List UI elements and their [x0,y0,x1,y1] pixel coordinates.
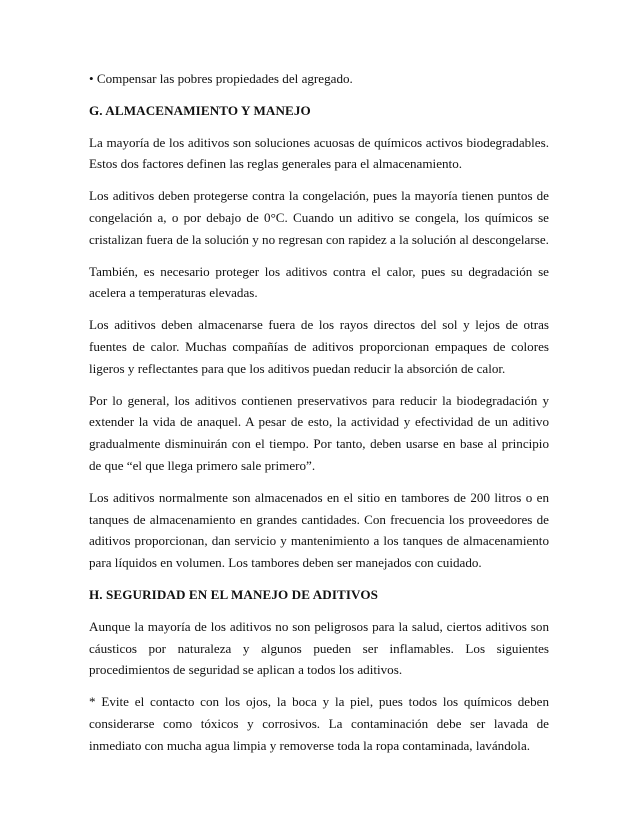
bullet-item: • Compensar las pobres propiedades del agregado. [89,71,353,86]
section-heading-g: G. ALMACENAMIENTO Y MANEJO [89,102,311,118]
paragraph: Los aditivos deben almacenarse fuera de los rayos directos del sol y lejos de otras fuentes de calor. Muchas compañías de aditivos proporcionan empaques de colores ligeros y reflectantes para que los aditivos puedan reducir la absorción de calor. [89,317,549,376]
paragraph: Por lo general, los aditivos contienen preservativos para reducir la biodegradación y extender la vida de anaquel. A pesar de esto, la actividad y efectividad de un aditivo gradualmente disminuirán con el tiempo. Por tanto, deben usarse en base al principio de que “el que llega primero sale primero”. [89,392,549,473]
paragraph: También, es necesario proteger los aditivos contra el calor, pues su degradación se acelera a temperaturas elevadas. [89,263,549,301]
document-page [89,68,549,767]
paragraph: Aunque la mayoría de los aditivos no son peligrosos para la salud, ciertos aditivos son cáusticos por naturaleza y algunos pueden ser inflamables. Los siguientes procedimientos de seguridad se aplican a todos los aditivos. [89,618,549,678]
paragraph: La mayoría de los aditivos son soluciones acuosas de químicos activos biodegradables. Estos dos factores definen las reglas generales para el almacenamiento. [89,134,549,172]
section-heading-h: H. SEGURIDAD EN EL MANEJO DE ADITIVOS [89,586,379,602]
paragraph: Los aditivos deben protegerse contra la congelación, pues la mayoría tienen puntos de congelación a, o por debajo de 0°C. Cuando un aditivo se congela, los químicos se cristalizan fuera de la solución y no regresan con rapidez a la solución al descongelarse. [89,188,549,247]
paragraph: * Evite el contacto con los ojos, la boca y la piel, pues todos los químicos deben considerarse como tóxicos y corrosivos. La contaminación debe ser lavada de inmediato con mucha agua limpia y removerse toda la ropa contaminada, lavándola. [89,694,549,753]
paragraph: Los aditivos normalmente son almacenados en el sitio en tambores de 200 litros o en tanques de almacenamiento en grandes cantidades. Con frecuencia los proveedores de aditivos proporcionan, dan servicio y mantenimiento a los tanques de almacenamiento para líquidos en volumen. Los tambores deben ser manejados con cuidado. [89,489,549,571]
